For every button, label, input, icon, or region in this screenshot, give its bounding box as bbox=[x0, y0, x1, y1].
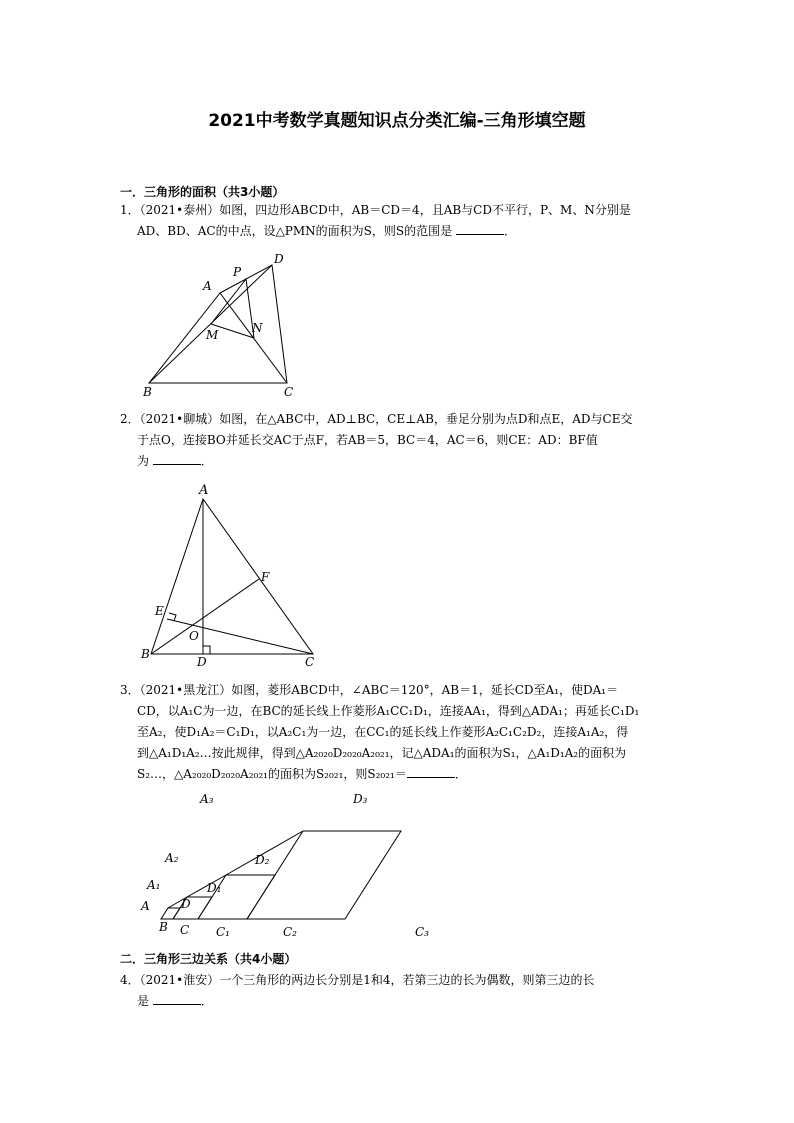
label-a: A bbox=[199, 483, 209, 498]
triangle-abc bbox=[151, 499, 313, 654]
question-number: 1． bbox=[120, 203, 140, 217]
figure-rhombus-sequence bbox=[135, 788, 435, 943]
question-3: 3．（2021•黑龙江）如图，菱形ABCD中，∠ABC＝120°，AB＝1，延长CD至A₁，使DA₁＝ CD，以A₁C为一边，在BC的延长线上作菱形A₁CC₁D₁，连接AA₁，得到△ADA₁；再延长C₁D₁ 至A₂，使D₁A₂＝C₁D₁，以A₂C₁为一边，在CC₁的延长线上作菱形A₂C₁C₂D₂，连接A₁A₂，得 到△A₁D₁A₂…按此规律，得到△A₂₀₂₀D₂₀₂₀A₂₀₂₁，记△ADA₁的面积为S₁，△A₁D₁A₂的面积为 S₂…，△A₂₀₂₀D₂₀₂₀A₂₀₂₁的面积为S₂₀₂₁，则S₂₀₂₁＝ ． bbox=[120, 680, 680, 785]
label-c: C bbox=[180, 923, 190, 937]
rhombus-abcd bbox=[161, 908, 180, 919]
question-text: CD，以A₁C为一边，在BC的延长线上作菱形A₁CC₁D₁，连接AA₁，得到△ADA₁；再延长C₁D₁ bbox=[137, 704, 640, 718]
label-a1: A₁ bbox=[147, 878, 161, 892]
label-d: D bbox=[181, 897, 191, 911]
question-4: 4．（2021•淮安）一个三角形的两边长分别是1和4，若第三边的长为偶数，则第三边的长 是 ． bbox=[120, 973, 595, 1008]
question-text: （2021•淮安）一个三角形的两边长分别是1和4，若第三边的长为偶数，则第三边的长 bbox=[139, 973, 595, 987]
answer-blank bbox=[407, 765, 455, 778]
section-heading-2: 二．三角形三边关系（共4小题） bbox=[120, 952, 297, 966]
question-text: 于点O，连接BO并延长交AC于点F，若AB＝5，BC＝4，AC＝6，则CE：AD：BF值 bbox=[137, 433, 598, 447]
label-c1: C₁ bbox=[216, 925, 230, 939]
label-d: D bbox=[197, 655, 207, 669]
label-p: P bbox=[233, 265, 242, 279]
question-number: 4． bbox=[120, 973, 140, 987]
label-c: C bbox=[284, 385, 294, 399]
section-heading-1: 一．三角形的面积（共3小题） bbox=[120, 185, 285, 199]
label-d1: D₁ bbox=[207, 881, 222, 895]
label-n: N bbox=[252, 321, 263, 335]
label-c2: C₂ bbox=[283, 925, 297, 939]
question-number: 3． bbox=[120, 683, 140, 697]
label-o: O bbox=[189, 629, 199, 643]
label-b: B bbox=[141, 647, 150, 661]
label-e: E bbox=[155, 604, 164, 618]
label-a: A bbox=[141, 899, 150, 913]
question-text: （2021•聊城）如图，在△ABC中，AD⊥BC，CE⊥AB，垂足分别为点D和点E，AD与CE交 bbox=[139, 412, 633, 426]
label-b: B bbox=[159, 920, 168, 934]
label-c: C bbox=[305, 655, 315, 669]
answer-blank bbox=[153, 992, 201, 1005]
label-f: F bbox=[261, 570, 270, 584]
label-d2: D₂ bbox=[255, 853, 270, 867]
answer-blank bbox=[456, 222, 504, 235]
question-1: 1．（2021•泰州）如图，四边形ABCD中，AB＝CD＝4，且AB与CD不平行，P、M、N分别是 AD、BD、AC的中点，设△PMN的面积为S，则S的范围是 ． bbox=[120, 203, 631, 238]
quad-abcd bbox=[149, 265, 287, 383]
question-text: AD、BD、AC的中点，设△PMN的面积为S，则S的范围是 bbox=[137, 224, 453, 238]
label-d: D bbox=[274, 252, 284, 266]
label-a: A bbox=[203, 279, 212, 293]
question-text: （2021•泰州）如图，四边形ABCD中，AB＝CD＝4，且AB与CD不平行，P、M、N分别是 bbox=[139, 203, 631, 217]
label-m: M bbox=[206, 328, 219, 342]
question-2: 2．（2021•聊城）如图，在△ABC中，AD⊥BC，CE⊥AB，垂足分别为点D和点E，AD与CE交 于点O，连接BO并延长交AC于点F，若AB＝5，BC＝4，AC＝6，则CE：AD：BF值 为 ． bbox=[120, 409, 680, 472]
page-title: 2021中考数学真题知识点分类汇编-三角形填空题 bbox=[208, 111, 586, 131]
label-b: B bbox=[143, 385, 152, 399]
question-text: （2021•黑龙江）如图，菱形ABCD中，∠ABC＝120°，AB＝1，延长CD至A₁，使DA₁＝ bbox=[139, 683, 619, 697]
label-d3: D₃ bbox=[353, 792, 368, 806]
question-text: 至A₂，使D₁A₂＝C₁D₁，以A₂C₁为一边，在CC₁的延长线上作菱形A₂C₁C₂D₂，连接A₁A₂，得 bbox=[137, 725, 629, 739]
label-a2: A₂ bbox=[165, 851, 179, 865]
answer-blank bbox=[153, 452, 201, 465]
figure-quadrilateral bbox=[140, 250, 300, 400]
label-c3: C₃ bbox=[415, 925, 429, 939]
label-a3: A₃ bbox=[200, 792, 214, 806]
question-number: 2． bbox=[120, 412, 140, 426]
figure-triangle-abc bbox=[135, 480, 325, 670]
question-text: 到△A₁D₁A₂…按此规律，得到△A₂₀₂₀D₂₀₂₀A₂₀₂₁，记△ADA₁的面积为S₁，△A₁D₁A₂的面积为 bbox=[137, 746, 627, 760]
